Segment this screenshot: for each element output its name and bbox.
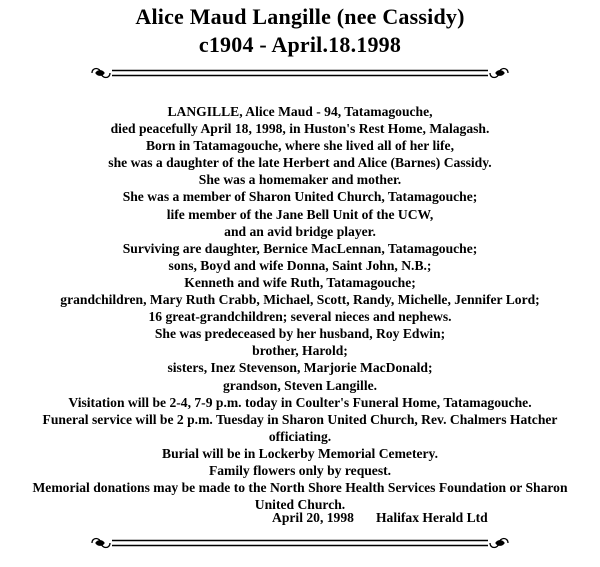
obituary-line: Kenneth and wife Ruth, Tatamagouche; xyxy=(184,274,416,290)
obituary-line: grandchildren, Mary Ruth Crabb, Michael, Scott, Randy, Michelle, Jennifer Lord; xyxy=(60,292,540,308)
obituary-line: She was predeceased by her husband, Roy Edwin; xyxy=(154,326,446,342)
obituary-text xyxy=(0,103,600,513)
obituary-line: She was a homemaker and mother. xyxy=(198,172,402,188)
obituary-line: sisters, Inez Stevenson, Marjorie MacDonald; xyxy=(167,360,433,376)
obituary-line: Family flowers only by request. xyxy=(208,462,392,478)
obituary-line: brother, Harold; xyxy=(252,343,348,359)
obituary-line: and an avid bridge player. xyxy=(224,223,376,239)
obituary-line: United Church. xyxy=(254,497,346,513)
obituary-line: 16 great-grandchildren; several nieces and nephews. xyxy=(148,309,452,325)
publication-source: Halifax Herald Ltd xyxy=(375,510,488,525)
publication-credit xyxy=(272,509,488,526)
obituary-line: Funeral service will be 2 p.m. Tuesday in Sharon United Church, Rev. Chalmers Hatcher xyxy=(42,411,558,427)
ornamental-rule-icon xyxy=(88,64,512,82)
obituary-line: Memorial donations may be made to the North Shore Health Services Foundation or Sharon xyxy=(32,480,568,496)
ornamental-rule-icon xyxy=(88,534,512,552)
publication-date: April 20, 1998 xyxy=(272,510,354,525)
obituary-line: LANGILLE, Alice Maud - 94, Tatamagouche, xyxy=(167,104,433,119)
obituary-line: life member of the Jane Bell Unit of the UCW, xyxy=(166,206,434,222)
page-title: Alice Maud Langille (nee Cassidy) xyxy=(135,4,465,29)
obituary-line: died peacefully April 18, 1998, in Huston's Rest Home, Malagash. xyxy=(110,121,490,137)
obituary-line: Born in Tatamagouche, where she lived all of her life, xyxy=(145,138,454,154)
obituary-line: Surviving are daughter, Bernice MacLennan, Tatamagouche; xyxy=(122,240,478,256)
obituary-line: grandson, Steven Langille. xyxy=(222,377,378,393)
obituary-line: Burial will be in Lockerby Memorial Cemetery. xyxy=(162,445,438,461)
life-dates: c1904 - April.18.1998 xyxy=(198,32,402,57)
obituary-line: sons, Boyd and wife Donna, Saint John, N.B.; xyxy=(168,257,432,273)
obituary-line: Visitation will be 2-4, 7-9 p.m. today in Coulter's Funeral Home, Tatamagouche. xyxy=(68,394,532,410)
obituary-line: officiating. xyxy=(268,428,332,444)
obituary-line: she was a daughter of the late Herbert and Alice (Barnes) Cassidy. xyxy=(108,155,492,171)
obituary-line: She was a member of Sharon United Church, Tatamagouche; xyxy=(122,189,478,205)
